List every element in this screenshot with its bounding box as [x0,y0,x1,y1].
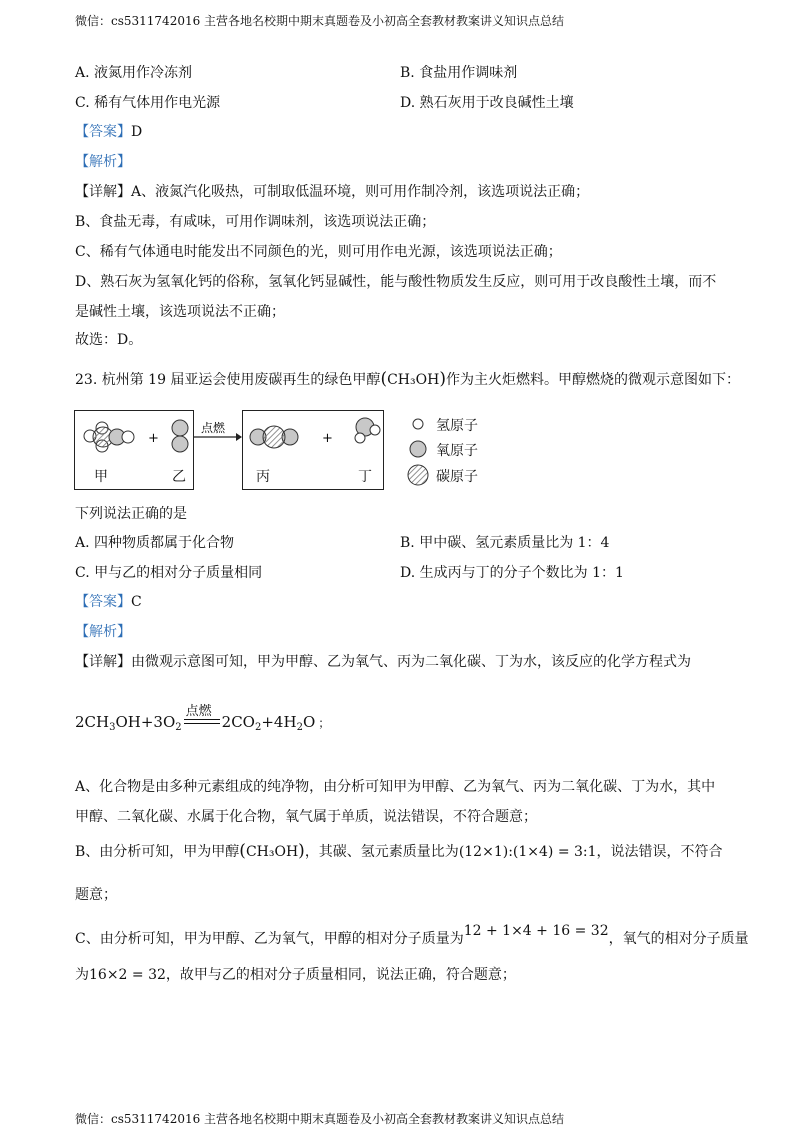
detail-text: A、液氮汽化吸热，可制取低温环境，则可用作制冷剂，该选项说法正确； [131,184,590,200]
oxygen-legend-icon [410,441,426,457]
q23-option-c: C. 甲与乙的相对分子质量相同 [75,565,263,581]
label-ding: 丁 [358,469,372,485]
q22-conclusion: 故选：D。 [75,332,143,348]
equation-sign [184,704,220,728]
legend-carbon: 碳原子 [436,469,478,485]
q22-option-d: D. 熟石灰用于改良碱性土壤 [400,95,574,111]
reaction-diagram [0,0,800,500]
q23-option-b: B. 甲中碳、氢元素质量比为 1：4 [400,535,610,551]
b-ratio: (12×1):(1×4) = 3:1 [458,844,597,860]
detail-text: 由微观示意图可知，甲为甲醇、乙为氧气、丙为二氧化碳、丁为水，该反应的化学方程式为 [131,654,691,670]
q23-question: 下列说法正确的是 [75,506,187,522]
methanol-molecule [84,422,134,452]
b-formula: CH₃OH [245,844,299,860]
stem-formula-paren-close: ) [439,369,446,389]
detail-tag: 【详解】 [75,654,131,670]
label-bing: 丙 [256,469,270,485]
c-line2-prefix: 为 [75,967,89,983]
q23-answer [75,593,142,611]
c-suffix: ，氧气的相对分子质量 [608,931,749,947]
q23-option-a: A. 四种物质都属于化合物 [75,535,235,551]
q22-detail-3: C、稀有气体通电时能发出不同颜色的光，则可用作电光源，该选项说法正确； [75,244,562,260]
q22-option-a: A. 液氮用作冷冻剂 [75,65,193,81]
stem-suffix: 作为主火炬燃料。甲醇燃烧的微观示意图如下： [445,372,740,388]
q22-analysis-tag: 【解析】 [75,154,131,170]
q23-a-line1: A、化合物是由多种元素组成的纯净物，由分析可知甲为甲醇、乙为氧气、丙为二氧化碳、丁为水，其中 [75,779,716,795]
q23-detail-intro [75,653,691,671]
q22-option-c: C. 稀有气体用作电光源 [75,95,221,111]
equation-products: $2CO_2+4H_2O$ [221,713,316,733]
q23-a-line2: 甲醇、二氧化碳、水属于化合物，氧气属于单质，说法错误，不符合题意； [75,809,537,825]
q22-detail-4: D、熟石灰为氢氧化钙的俗称，氢氧化钙显碱性，能与酸性物质发生反应，则可用于改良酸性土壤，而不 [75,274,717,290]
answer-value: D [131,124,143,140]
co2-molecule [250,426,298,448]
water-molecule [355,418,380,443]
carbon-legend-icon [408,465,428,485]
c-calc1: 12 + 1×4 + 16 = 32 [463,923,609,939]
detail-tag: 【详解】 [75,184,131,200]
plus-products: + [322,431,333,446]
answer-tag: 【答案】 [75,594,131,610]
q23-option-d: D. 生成丙与丁的分子个数比为 1：1 [400,565,624,581]
q22-detail-5: 是碱性土壤，该选项说法不正确； [75,304,285,320]
page-header: 微信：cs5311742016 主营各地名校期中期末真题卷及小初高全套教材教案讲义知识点总结 [75,14,565,28]
q23-analysis-tag: 【解析】 [75,624,131,640]
page-footer: 微信：cs5311742016 主营各地名校期中期末真题卷及小初高全套教材教案讲义知识点总结 [75,1112,565,1126]
b-suffix: ，说法错误，不符合 [596,844,723,860]
q23-b-line2: 题意； [75,887,117,903]
hydrogen-legend-icon [413,419,423,429]
c-calc2: 16×2 = 32 [89,967,166,983]
q23-c-line1 [75,923,749,948]
chemical-equation [75,704,331,733]
label-yi: 乙 [172,469,186,485]
b-mid: ，其碳、氢元素质量比为 [304,844,459,860]
q23-c-line2 [75,966,516,984]
c-prefix: C、由分析可知，甲为甲醇、乙为氧气，甲醇的相对分子质量为 [75,931,464,947]
answer-tag: 【答案】 [75,124,131,140]
oxygen-molecule [172,420,188,452]
legend-oxygen: 氧原子 [436,443,478,459]
arrow-condition: 点燃 [201,421,226,435]
plus-reactants: + [148,431,159,446]
stem-formula-paren-open: ( [380,369,388,389]
q22-detail-2: B、食盐无毒，有咸味，可用作调味剂，该选项说法正确； [75,214,436,230]
answer-value: C [131,594,142,610]
legend-hydrogen: 氢原子 [436,418,478,434]
c-line2-suffix: ，故甲与乙的相对分子质量相同，说法正确，符合题意； [165,967,516,983]
q23-b-line1: B、由分析可知，甲为甲醇(CH₃OH)，其碳、氢元素质量比为(12×1):(1×4) = 3:1，说法错误，不符合 [75,841,723,861]
b-prefix: B、由分析可知，甲为甲醇 [75,844,240,860]
stem-formula: CH₃OH [387,372,440,388]
equation-reactants: $2CH_3OH+3O_2$ [75,713,182,733]
equation-condition: 点燃 [185,704,212,719]
stem-prefix: 23. 杭州第 19 届亚运会使用废碳再生的绿色甲醇 [75,372,381,388]
label-jia: 甲 [94,469,108,485]
q22-option-b: B. 食盐用作调味剂 [400,65,518,81]
equation-end: ； [318,716,331,730]
